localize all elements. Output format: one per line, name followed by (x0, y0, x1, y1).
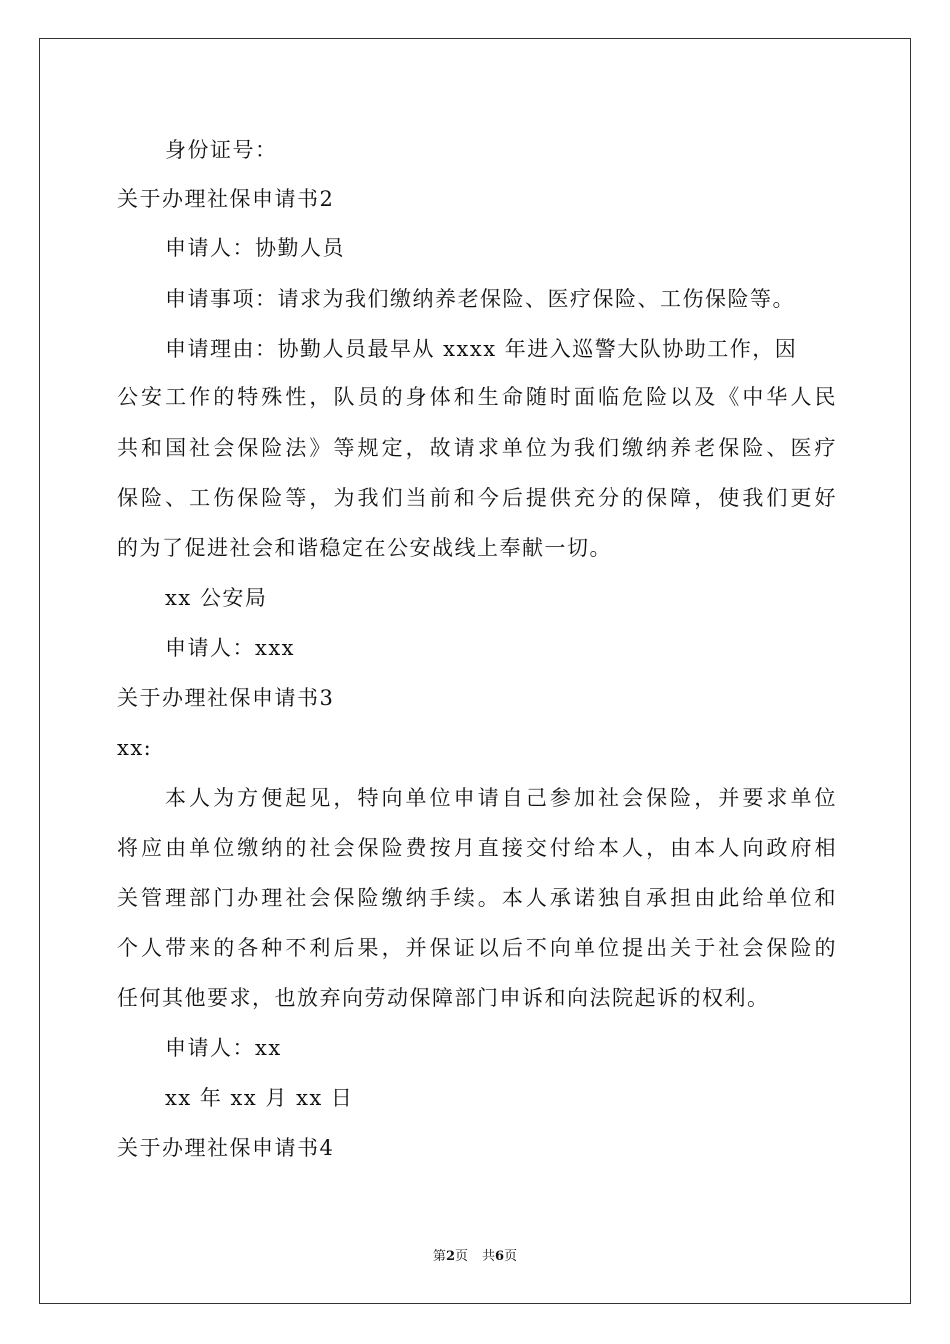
signature-line: 申请人：xx (165, 1036, 282, 1060)
issuer-line: xx 公安局 (165, 586, 268, 610)
reason-paragraph-line: 申请理由：协勤人员最早从 xxxx 年进入巡警大队协助工作，因 (165, 337, 798, 361)
page-prefix: 第 (432, 1249, 446, 1264)
section-heading-3: 关于办理社保申请书3 (117, 686, 335, 710)
reason-paragraph-line: 共和国社会保险法》等规定，故请求单位为我们缴纳养老保险、医疗 (117, 436, 837, 460)
current-page-number: 2 (445, 1249, 455, 1264)
page-unit: 页 (454, 1249, 468, 1264)
reason-paragraph-line: 公安工作的特殊性，队员的身体和生命随时面临危险以及《中华人民 (117, 385, 837, 409)
total-unit: 页 (504, 1249, 518, 1264)
section-heading-4: 关于办理社保申请书4 (117, 1136, 335, 1160)
body-paragraph-line: 任何其他要求，也放弃向劳动保障部门申诉和向法院起诉的权利。 (117, 986, 770, 1010)
id-number-line: 身份证号： (165, 138, 278, 162)
salutation-line: xx: (117, 736, 153, 760)
page-number-footer (0, 1248, 950, 1266)
body-paragraph-line: 关管理部门办理社会保险缴纳手续。本人承诺独自承担由此给单位和 (117, 886, 837, 910)
body-paragraph-line: 本人为方便起见，特向单位申请自己参加社会保险，并要求单位 (165, 786, 837, 810)
body-paragraph-line: 将应由单位缴纳的社会保险费按月直接交付给本人，由本人向政府相 (117, 836, 837, 860)
total-prefix: 共 (482, 1249, 496, 1264)
total-page-count: 6 (495, 1249, 505, 1264)
request-items-line: 申请事项：请求为我们缴纳养老保险、医疗保险、工伤保险等。 (165, 287, 795, 311)
date-line: xx 年 xx 月 xx 日 (165, 1086, 354, 1110)
signature-line: 申请人：xxx (165, 636, 296, 660)
body-paragraph-line: 个人带来的各种不利后果，并保证以后不向单位提出关于社会保险的 (117, 936, 837, 960)
reason-paragraph-line: 的为了促进社会和谐稳定在公安战线上奉献一切。 (117, 536, 612, 560)
page-border (39, 38, 911, 1304)
applicant-line: 申请人：协勤人员 (165, 236, 345, 260)
section-heading-2: 关于办理社保申请书2 (117, 187, 335, 211)
reason-paragraph-line: 保险、工伤保险等，为我们当前和今后提供充分的保障，使我们更好 (117, 486, 837, 510)
